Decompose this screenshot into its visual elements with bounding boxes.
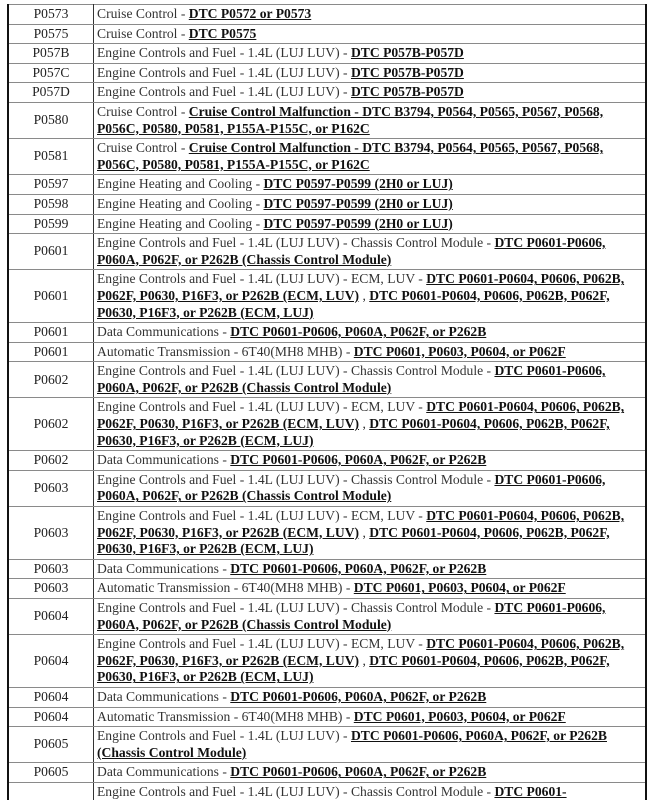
dtc-code-cell: P0603 bbox=[8, 507, 94, 560]
table-row bbox=[8, 194, 646, 214]
system-label: Data Communications - bbox=[97, 560, 231, 576]
dtc-description-cell bbox=[94, 270, 647, 323]
dtc-procedure-link[interactable]: Cruise Control Malfunction - DTC B3794, P0564, P0565, P0567, P0568, P056C, P0580, P0581, P155A-P155C, or P162C bbox=[97, 103, 604, 136]
dtc-procedure-link[interactable]: DTC P0601-P0606, P060A, P062F, or P262B bbox=[230, 324, 487, 340]
dtc-description-cell bbox=[94, 175, 647, 195]
dtc-description-cell bbox=[94, 323, 647, 343]
dtc-procedure-link[interactable]: DTC P0597-P0599 (2H0 or LUJ) bbox=[263, 176, 453, 192]
dtc-description-cell bbox=[94, 579, 647, 599]
dtc-description-cell bbox=[94, 44, 647, 64]
dtc-description-cell bbox=[94, 362, 647, 398]
system-label: Engine Heating and Cooling - bbox=[97, 195, 264, 211]
dtc-code-cell: P0580 bbox=[8, 102, 94, 138]
dtc-procedure-link[interactable]: DTC P0601, P0603, P0604, or P062F bbox=[353, 708, 566, 724]
dtc-procedure-link[interactable]: DTC P0601-P0604, P0606, P062B, P062F, P0630, P16F3, or P262B (ECM, LUV) bbox=[97, 271, 625, 303]
link-separator: , bbox=[359, 652, 370, 668]
table-row bbox=[8, 451, 646, 471]
table-row bbox=[8, 44, 646, 64]
dtc-procedure-link[interactable]: DTC P0572 or P0573 bbox=[188, 6, 312, 21]
table-row bbox=[8, 342, 646, 362]
system-label: Engine Controls and Fuel - 1.4L (LUJ LUV) - Chassis Control Module - bbox=[97, 600, 495, 615]
system-label: Cruise Control - bbox=[97, 103, 189, 119]
dtc-procedure-link[interactable]: DTC P0601-P0606, P060A, P062F, or P262B (Chassis Control Module) bbox=[97, 471, 606, 504]
dtc-code-cell: P0603 bbox=[8, 559, 94, 579]
dtc-table bbox=[7, 4, 647, 803]
table-row bbox=[8, 763, 646, 783]
link-separator: , bbox=[359, 416, 370, 432]
dtc-description-cell bbox=[94, 470, 647, 506]
table-row bbox=[8, 599, 646, 635]
system-label: Engine Controls and Fuel - 1.4L (LUJ LUV) - bbox=[97, 84, 351, 100]
dtc-description-cell bbox=[94, 63, 647, 83]
dtc-procedure-link[interactable]: DTC P0601-P0604, P0606, P062B, P062F, P0630, P16F3, or P262B (ECM, LUJ) bbox=[97, 416, 610, 448]
dtc-description-cell bbox=[94, 102, 647, 138]
dtc-procedure-link[interactable]: DTC P0601-P0606, P060A, P062F, or P262B bbox=[230, 688, 487, 704]
dtc-table-body bbox=[8, 5, 646, 803]
dtc-code-cell: P0605 bbox=[8, 727, 94, 763]
dtc-procedure-link[interactable]: DTC P0597-P0599 (2H0 or LUJ) bbox=[263, 195, 453, 211]
dtc-procedure-link[interactable]: DTC P057B-P057D bbox=[350, 84, 464, 100]
dtc-code-cell: P0604 bbox=[8, 599, 94, 635]
table-row bbox=[8, 398, 646, 451]
table-row bbox=[8, 214, 646, 234]
system-label: Data Communications - bbox=[97, 452, 231, 468]
dtc-description-cell bbox=[94, 687, 647, 707]
table-row bbox=[8, 102, 646, 138]
table-row bbox=[8, 707, 646, 727]
system-label: Cruise Control - bbox=[97, 25, 189, 41]
dtc-procedure-link[interactable]: DTC P0601-P0604, P0606, P062B, P062F, P0630, P16F3, or P262B (ECM, LUV) bbox=[97, 399, 625, 432]
dtc-code-cell: P0581 bbox=[8, 139, 94, 175]
dtc-procedure-link[interactable]: DTC P0601-P0606, P060A, P062F, or P262B (Chassis Control Module) bbox=[97, 600, 606, 632]
dtc-procedure-link[interactable]: DTC P0601, P0603, P0604, or P062F bbox=[353, 343, 566, 359]
system-label: Engine Controls and Fuel - 1.4L (LUJ LUV) - Chassis Control Module - bbox=[97, 783, 495, 799]
dtc-procedure-link[interactable]: DTC P057B-P057D bbox=[350, 45, 464, 61]
dtc-description-cell bbox=[94, 559, 647, 579]
dtc-code-cell: P0597 bbox=[8, 175, 94, 195]
system-label: Data Communications - bbox=[97, 324, 231, 340]
table-row bbox=[8, 362, 646, 398]
dtc-description-cell bbox=[94, 763, 647, 783]
dtc-procedure-link[interactable]: DTC P0601-P0604, P0606, P062B, P062F, P0630, P16F3, or P262B (ECM, LUV) bbox=[97, 636, 625, 668]
system-label: Engine Controls and Fuel - 1.4L (LUJ LUV) - Chassis Control Module - bbox=[97, 363, 495, 379]
dtc-procedure-link[interactable]: DTC P0601-P0606, P060A, P062F, or P262B (Chassis Control Module) bbox=[97, 728, 607, 760]
dtc-code-cell: P0599 bbox=[8, 214, 94, 234]
table-row bbox=[8, 63, 646, 83]
dtc-description-cell bbox=[94, 234, 647, 270]
system-label: Engine Heating and Cooling - bbox=[97, 176, 264, 192]
dtc-code-cell: P0605 bbox=[8, 763, 94, 783]
table-row bbox=[8, 83, 646, 103]
dtc-code-cell: P0602 bbox=[8, 398, 94, 451]
dtc-procedure-link[interactable]: DTC P057B-P057D bbox=[350, 64, 464, 80]
dtc-description-cell bbox=[94, 24, 647, 44]
dtc-description-cell bbox=[94, 214, 647, 234]
dtc-description-cell bbox=[94, 398, 647, 451]
system-label: Cruise Control - bbox=[97, 140, 189, 156]
dtc-procedure-link[interactable]: DTC P0601-P0604, P0606, P062B, P062F, P0630, P16F3, or P262B (ECM, LUJ) bbox=[97, 652, 610, 685]
system-label: Engine Controls and Fuel - 1.4L (LUJ LUV) - bbox=[97, 45, 351, 61]
table-row bbox=[8, 579, 646, 599]
system-label: Engine Controls and Fuel - 1.4L (LUJ LUV) - ECM, LUV - bbox=[97, 508, 427, 524]
system-label: Engine Heating and Cooling - bbox=[97, 215, 264, 231]
table-row bbox=[8, 559, 646, 579]
dtc-procedure-link[interactable]: DTC P0601-P0606, P060A, P062F, or P262B bbox=[230, 560, 487, 576]
dtc-description-cell bbox=[94, 635, 647, 688]
dtc-description-cell bbox=[94, 599, 647, 635]
dtc-description-cell bbox=[94, 727, 647, 763]
system-label: Engine Controls and Fuel - 1.4L (LUJ LUV) - Chassis Control Module - bbox=[97, 471, 495, 487]
dtc-procedure-link[interactable]: DTC P0601-P0606, P060A, P062F, or P262B bbox=[230, 452, 487, 468]
dtc-procedure-link[interactable]: DTC P0601, P0603, P0604, or P062F bbox=[353, 580, 566, 596]
dtc-procedure-link[interactable]: DTC P0601-P0606, P060A, P062F, or P262B (Chassis Control Module) bbox=[97, 235, 606, 267]
table-row bbox=[8, 24, 646, 44]
dtc-code-cell: P057C bbox=[8, 63, 94, 83]
dtc-procedure-link[interactable]: DTC P0597-P0599 (2H0 or LUJ) bbox=[263, 215, 453, 231]
table-row bbox=[8, 5, 646, 25]
table-row bbox=[8, 323, 646, 343]
link-separator: , bbox=[359, 524, 370, 540]
dtc-code-cell: P0601 bbox=[8, 323, 94, 343]
dtc-description-cell bbox=[94, 5, 647, 25]
dtc-code-cell: P0604 bbox=[8, 687, 94, 707]
page-bottom-edge bbox=[0, 800, 655, 805]
table-row bbox=[8, 727, 646, 763]
dtc-procedure-link[interactable]: DTC P0601-P0604, P0606, P062B, P062F, P0630, P16F3, or P262B (ECM, LUJ) bbox=[97, 524, 610, 557]
dtc-description-cell bbox=[94, 451, 647, 471]
table-row bbox=[8, 470, 646, 506]
dtc-description-cell bbox=[94, 139, 647, 175]
table-row bbox=[8, 507, 646, 560]
table-row bbox=[8, 270, 646, 323]
dtc-code-cell: P0575 bbox=[8, 24, 94, 44]
dtc-code-cell: P0601 bbox=[8, 234, 94, 270]
dtc-code-cell: P0604 bbox=[8, 707, 94, 727]
dtc-procedure-link[interactable]: Cruise Control Malfunction - DTC B3794, P0564, P0565, P0567, P0568, P056C, P0580, P0581, P155A-P155C, or P162C bbox=[97, 140, 604, 172]
dtc-code-cell: P0601 bbox=[8, 270, 94, 323]
dtc-code-cell: P0573 bbox=[8, 5, 94, 25]
system-label: Engine Controls and Fuel - 1.4L (LUJ LUV) - bbox=[97, 64, 351, 80]
link-separator: , bbox=[359, 287, 370, 303]
system-label: Automatic Transmission - 6T40(MH8 MHB) - bbox=[97, 580, 354, 596]
dtc-code-cell: P057D bbox=[8, 83, 94, 103]
dtc-code-cell: P057B bbox=[8, 44, 94, 64]
table-row bbox=[8, 175, 646, 195]
system-label: Data Communications - bbox=[97, 688, 231, 704]
dtc-code-cell: P0602 bbox=[8, 451, 94, 471]
system-label: Data Communications - bbox=[97, 764, 231, 780]
dtc-code-cell: P0603 bbox=[8, 579, 94, 599]
dtc-description-cell bbox=[94, 83, 647, 103]
dtc-procedure-link[interactable]: DTC P0601-P0604, P0606, P062B, P062F, P0630, P16F3, or P262B (ECM, LUV) bbox=[97, 508, 625, 540]
dtc-procedure-link[interactable]: DTC P0601-P0606, P060A, P062F, or P262B (Chassis Control Module) bbox=[97, 363, 606, 395]
dtc-description-cell bbox=[94, 707, 647, 727]
dtc-description-cell bbox=[94, 342, 647, 362]
system-label: Engine Controls and Fuel - 1.4L (LUJ LUV) - ECM, LUV - bbox=[97, 636, 427, 652]
system-label: Engine Controls and Fuel - 1.4L (LUJ LUV) - Chassis Control Module - bbox=[97, 235, 495, 251]
system-label: Engine Controls and Fuel - 1.4L (LUJ LUV) - ECM, LUV - bbox=[97, 399, 427, 415]
system-label: Engine Controls and Fuel - 1.4L (LUJ LUV) - ECM, LUV - bbox=[97, 271, 427, 287]
table-row bbox=[8, 234, 646, 270]
dtc-procedure-link[interactable]: DTC P0601-P0604, P0606, P062B, P062F, P0630, P16F3, or P262B (ECM, LUJ) bbox=[97, 287, 610, 320]
dtc-description-cell bbox=[94, 507, 647, 560]
table-row bbox=[8, 139, 646, 175]
dtc-description-cell bbox=[94, 194, 647, 214]
dtc-procedure-link[interactable]: DTC P0601- bbox=[494, 783, 567, 799]
system-label: Automatic Transmission - 6T40(MH8 MHB) - bbox=[97, 343, 354, 359]
dtc-code-cell: P0601 bbox=[8, 342, 94, 362]
system-label: Engine Controls and Fuel - 1.4L (LUJ LUV) - bbox=[97, 728, 351, 744]
dtc-code-cell: P0604 bbox=[8, 635, 94, 688]
dtc-code-cell: P0598 bbox=[8, 194, 94, 214]
dtc-procedure-link[interactable]: DTC P0575 bbox=[188, 25, 257, 41]
table-row bbox=[8, 687, 646, 707]
table-row bbox=[8, 635, 646, 688]
dtc-code-cell: P0602 bbox=[8, 362, 94, 398]
dtc-procedure-link[interactable]: DTC P0601-P0606, P060A, P062F, or P262B bbox=[230, 764, 487, 780]
system-label: Cruise Control - bbox=[97, 6, 189, 21]
system-label: Automatic Transmission - 6T40(MH8 MHB) - bbox=[97, 708, 354, 724]
dtc-code-cell: P0603 bbox=[8, 470, 94, 506]
